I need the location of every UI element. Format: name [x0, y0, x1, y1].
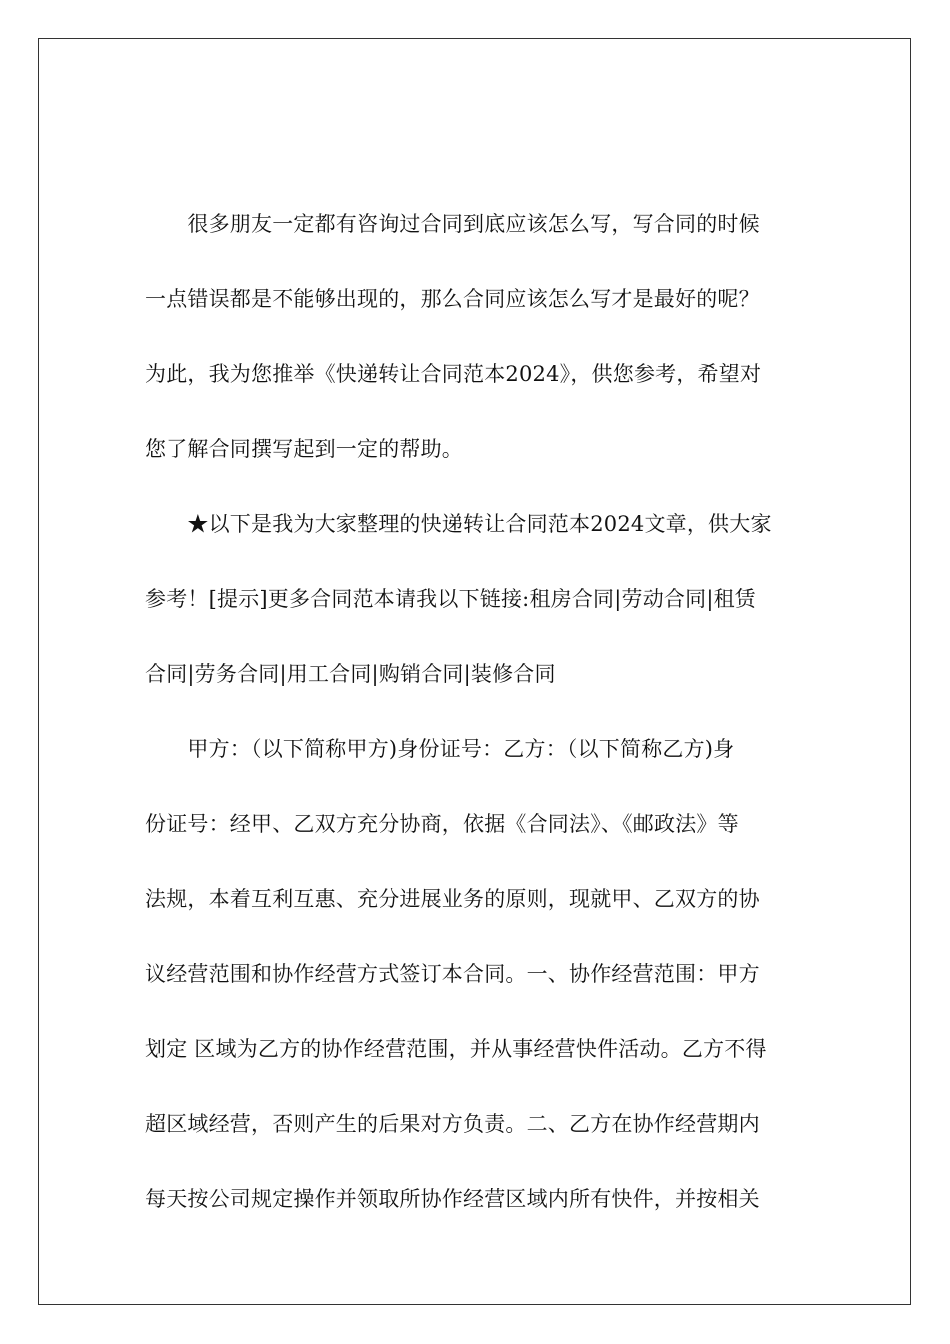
text-line: 为此，我为您推举《快递转让合同范本2024》，供您参考，希望对 — [145, 362, 762, 386]
text-line: 每天按公司规定操作并领取所协作经营区域内所有快件，并按相关 — [145, 1187, 760, 1211]
text-line: 超区域经营，否则产生的后果对方负责。二、乙方在协作经营期内 — [145, 1112, 760, 1136]
text-line: 您了解合同撰写起到一定的帮助。 — [145, 437, 463, 461]
text-line: 一点错误都是不能够出现的，那么合同应该怎么写才是最好的呢？ — [145, 287, 760, 311]
document-body — [145, 202, 805, 1252]
text-line: 参考！[提示]更多合同范本请我以下链接:租房合同|劳动合同|租赁 — [145, 587, 757, 611]
text-line: 议经营范围和协作经营方式签订本合同。一、协作经营范围：甲方 — [145, 962, 760, 986]
text-line: 份证号：经甲、乙双方充分协商，依据《合同法》、《邮政法》等 — [145, 812, 739, 836]
text-line: 法规，本着互利互惠、充分进展业务的原则，现就甲、乙双方的协 — [145, 887, 760, 911]
text-line: 很多朋友一定都有咨询过合同到底应该怎么写，写合同的时候 — [145, 212, 760, 236]
text-line: 合同|劳务合同|用工合同|购销合同|装修合同 — [145, 662, 556, 686]
text-line: 甲方：（以下简称甲方)身份证号：乙方：（以下简称乙方)身 — [145, 737, 735, 761]
text-line: ★以下是我为大家整理的快递转让合同范本2024文章，供大家 — [145, 512, 772, 536]
text-line: 划定 区域为乙方的协作经营范围，并从事经营快件活动。乙方不得 — [145, 1037, 767, 1061]
